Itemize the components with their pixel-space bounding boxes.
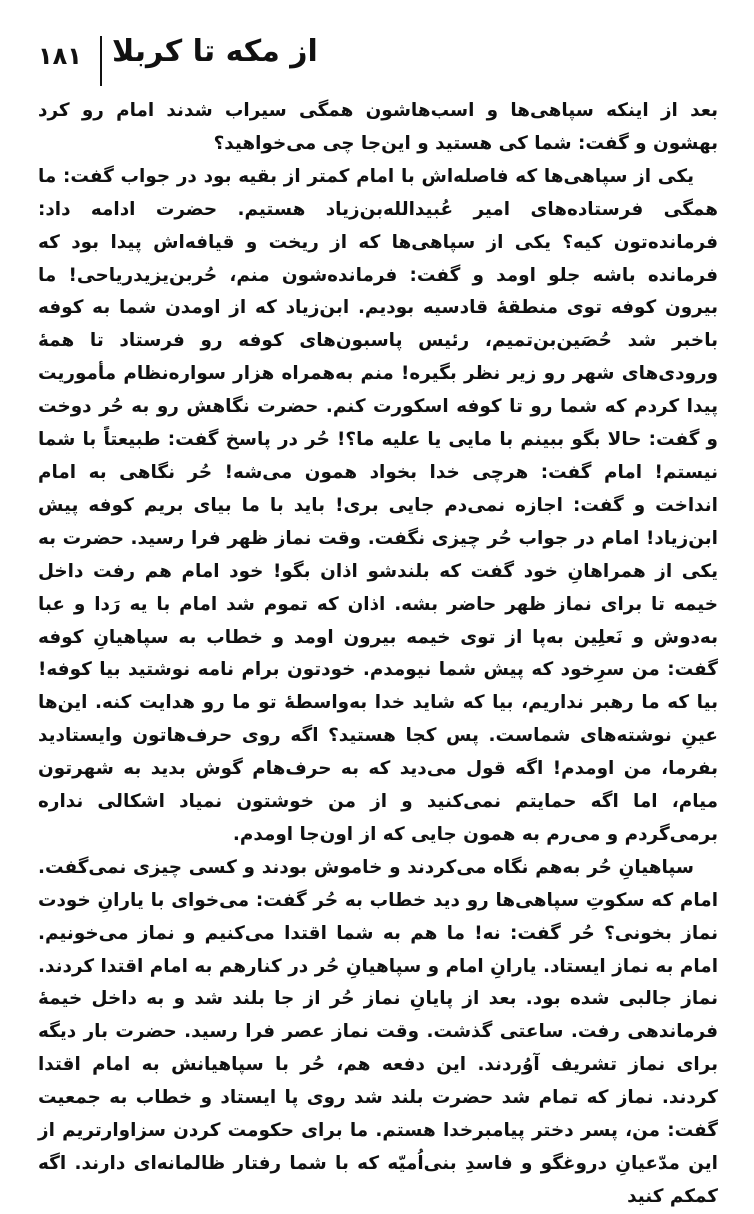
body-text (38, 95, 718, 1214)
running-title: از مکه تا کربلا (112, 34, 318, 69)
paragraph-1: بعد از اینکه سپاهی‌ها و اسب‌هاشون همگی سیراب شدند امام رو کرد بهشون و گفت: شما کی هستید و این‌جا چی می‌خواهید؟ (38, 100, 718, 154)
header-divider (100, 36, 102, 86)
page-header (30, 28, 724, 88)
paragraph-2: یکی از سپاهی‌ها که فاصله‌اش با امام کمتر از بقیه بود در جواب گفت: ما همگی فرستاده‌های امیر عُبیدالله‌بن‌زیاد هستیم. حضرت ادامه داد: فرمانده‌تون کیه؟ یکی از سپاهی‌ها که از ریخت و قیافه‌اش پیدا بود که فرمانده باشه جلو اومد و گفت: فرمانده‌شون منم، حُربن‌یزیدریاحی! ما بیرون کوفه توی منطقهٔ قادسیه بودیم. ابن‌زیاد که از اومدن شما به کوفه باخبر شد حُصَین‌بن‌تمیم، رئیس پاسبون‌های کوفه رو فرستاد تا همهٔ ورودی‌های شهر رو زیر نظر بگیره! منم به‌همراه هزار سواره‌نظام مأموریت پیدا کردم که شما رو تا کوفه اسکورت کنم. حضرت نگاهش رو به حُر دوخت و گفت: حالا بگو ببینم با مایی یا علیه ما؟! حُر در پاسخ گفت: طبیعتاً با شما نیستم! امام گفت: هرچی خدا بخواد همون می‌شه! حُر نگاهی به امام انداخت و گفت: اجازه نمی‌دم جایی بری! باید با ما بیای بریم کوفه پیش ابن‌زیاد! امام در جواب حُر چیزی نگفت. وقت نماز ظهر فرا رسید. حضرت به یکی از همراهانِ خود گفت که بلندشو اذان بگو! خود امام هم رفت داخل خیمه تا برای نماز ظهر حاضر بشه. اذان که تموم شد امام با یه رَدا و عبا به‌دوش و نَعلِین به‌پا از توی خیمه بیرون اومد و خطاب به سپاهیانِ کوفه گفت: من سرِخود که پیش شما نیومدم. خودتون برام نامه نوشتید بیا کوفه! بیا که ما رهبر نداریم، بیا که شاید خدا به‌واسطهٔ تو ما رو هدایت کنه. این‌ها عینِ نوشته‌های شماست. پس کجا هستید؟ اگه روی حرف‌هاتون وایستادید بفرما، من اومدم! اگه قول می‌دید که به حرف‌هام گوش بدید به شهرتون میام، اما اگه حمایتم نمی‌کنید و از من خوشتون نمیاد اشکالی نداره برمی‌گردم و می‌رم به همون جایی که از اون‌جا اومدم. (38, 165, 718, 845)
page-number: ۱۸۱ (38, 42, 82, 70)
paragraph-3: سپاهیانِ حُر به‌هم نگاه می‌کردند و خاموش بودند و کسی چیزی نمی‌گفت. امام که سکوتِ سپاهی‌ها رو دید خطاب به حُر گفت: می‌خوای با یارانِ خودت نماز بخونی؟ حُر گفت: نه! ما هم به شما اقتدا می‌کنیم و نماز می‌خونیم. امام به نماز ایستاد. یارانِ امام و سپاهیانِ حُر در کنارهم به امام اقتدا کردند. نماز جالبی شده بود. بعد از پایانِ نماز حُر از جا بلند شد و به داخل خیمهٔ فرماندهی رفت. ساعتی گذشت. وقت نماز عصر فرا رسید. حضرت بار دیگه برای نماز تشریف آوُردند. این دفعه هم، حُر با سپاهیانش به امام اقتدا کردند. نماز که تمام شد حضرت بلند شد روی پا ایستاد و خطاب به جمعیت گفت: من، پسر دختر پیامبرخدا هستم. ما برای حکومت کردن سزاوارتریم از این مدّعیانِ دروغگو و فاسدِ بنی‌اُمیّه که با شما رفتار ظالمانه‌ای دارند. اگه کمکم کنید (38, 856, 718, 1207)
